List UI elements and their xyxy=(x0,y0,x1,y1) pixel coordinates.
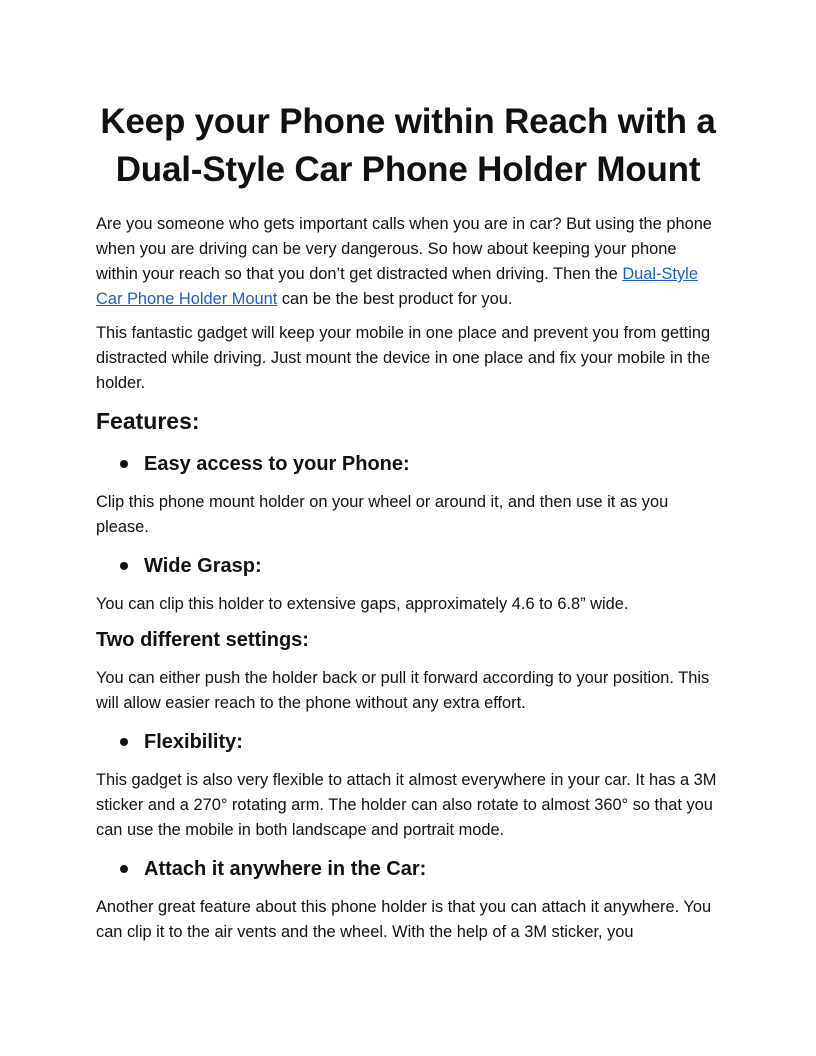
two-settings-heading: Two different settings: xyxy=(96,629,309,651)
wide-grasp-heading-text: Wide Grasp: xyxy=(144,555,262,577)
bullet-dot-icon xyxy=(120,460,128,468)
two-settings-body: You can either push the holder back or pull it forward according to your position. This will allow easier reach to the phone without any extra effort. xyxy=(96,669,710,712)
bullet-heading-easy-access xyxy=(96,450,720,478)
features-heading: Features: xyxy=(96,408,200,434)
attach-anywhere-heading-text: Attach it anywhere in the Car: xyxy=(144,858,427,880)
bullet-heading-wide-grasp xyxy=(96,552,720,580)
easy-access-heading-text: Easy access to your Phone: xyxy=(144,453,410,475)
paragraph-gadget: This fantastic gadget will keep your mobile in one place and prevent you from getting distracted while driving. Just mount the device in one place and fix your mobile in the holder. xyxy=(96,324,711,392)
intro-text-before-link: Are you someone who gets important calls when you are in car? But using the phone when you are driving can be very dangerous. So how about keeping your phone within your reach so that you don’t get distracted when driving. Then the xyxy=(96,215,712,283)
intro-text-after-link: can be the best product for you. xyxy=(277,290,513,308)
wide-grasp-body: You can clip this holder to extensive gaps, approximately 4.6 to 6.8” wide. xyxy=(96,595,629,613)
bullet-dot-icon xyxy=(120,738,128,746)
flexibility-heading-text: Flexibility: xyxy=(144,731,243,753)
bullet-dot-icon xyxy=(120,865,128,873)
bullet-dot-icon xyxy=(120,562,128,570)
product-link[interactable]: Dual-Style Car Phone Holder Mount xyxy=(96,265,698,308)
document-title: Keep your Phone within Reach with a Dual-Style Car Phone Holder Mount xyxy=(100,102,716,189)
easy-access-body: Clip this phone mount holder on your wheel or around it, and then use it as you please. xyxy=(96,493,669,536)
attach-anywhere-body: Another great feature about this phone holder is that you can attach it anywhere. You can clip it to the air vents and the wheel. With the help of a 3M sticker, you xyxy=(96,898,712,941)
flexibility-body: This gadget is also very flexible to attach it almost everywhere in your car. It has a 3M sticker and a 270° rotating arm. The holder can also rotate to almost 360° so that you can use the mobile in both landscape and portrait mode. xyxy=(96,771,717,839)
bullet-heading-flexibility xyxy=(96,728,720,756)
intro-paragraph xyxy=(96,212,720,312)
bullet-heading-attach-anywhere xyxy=(96,855,720,883)
